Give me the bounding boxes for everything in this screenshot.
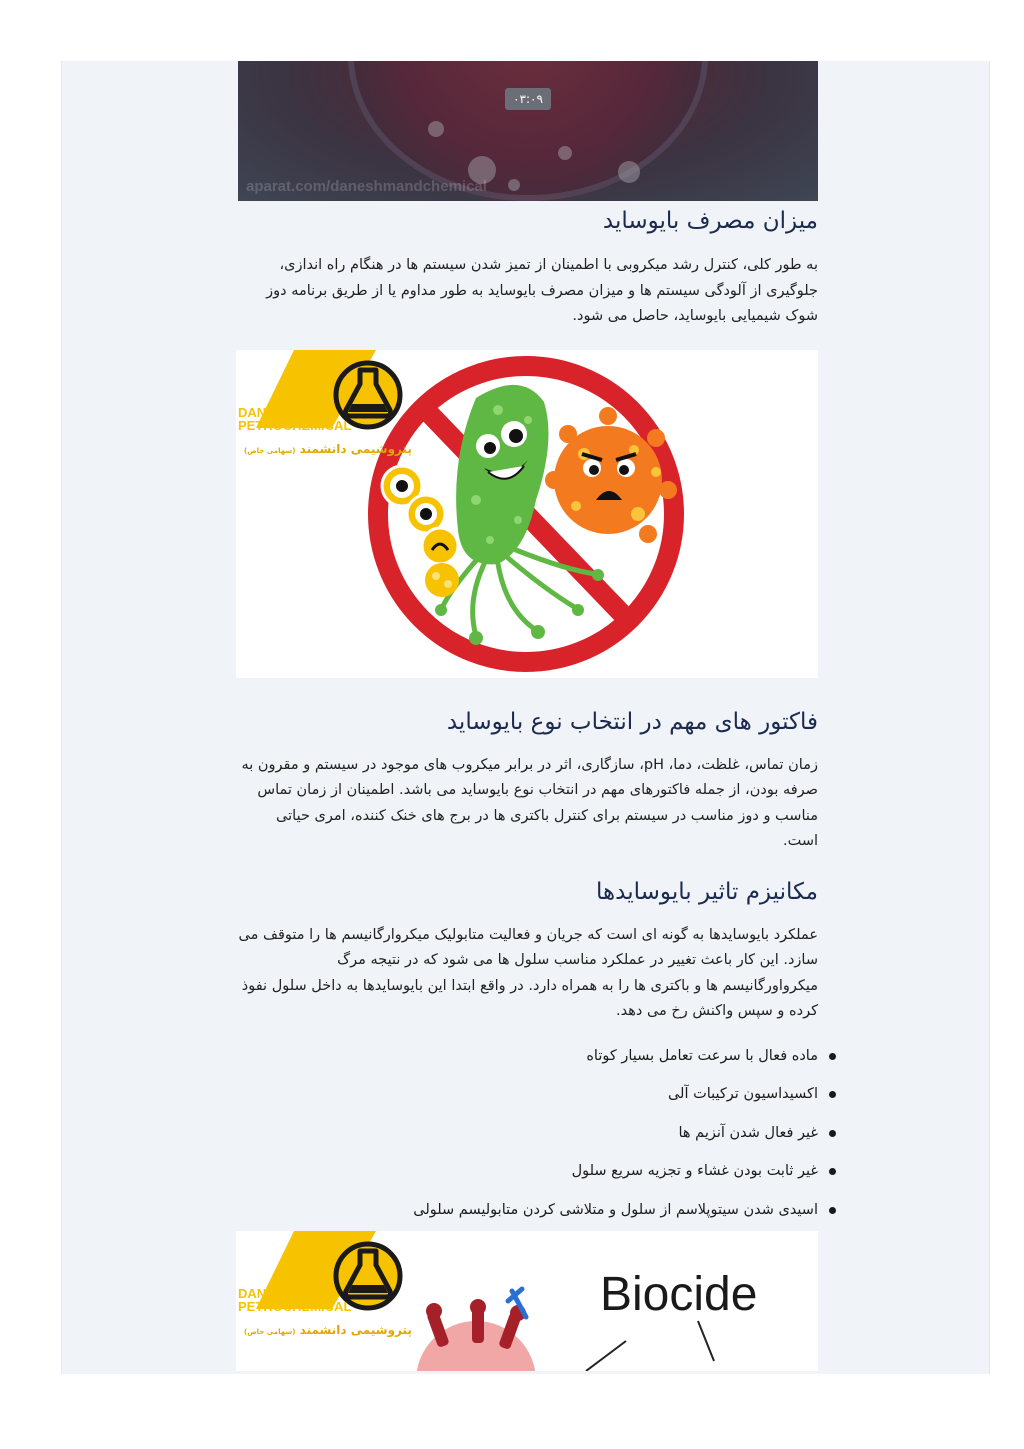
bullet-icon — [829, 1130, 836, 1137]
biocide-diagram-image — [236, 1231, 818, 1371]
bullet-icon — [829, 1207, 836, 1214]
logo-text-fa-small: (سهامی خاص) — [244, 446, 296, 455]
bullet-icon — [829, 1053, 836, 1060]
list-item — [236, 1045, 818, 1084]
logo-text-fa — [244, 442, 412, 456]
biocide-caption: Biocide — [600, 1268, 758, 1321]
page-background — [61, 61, 990, 1374]
colony-spot — [558, 146, 572, 160]
article-content — [236, 61, 818, 1371]
logo-text-en-line2: PETROCHEMICAL — [238, 1299, 352, 1314]
section-paragraph-biocide-consumption: به طور کلی، کنترل رشد میکروبی با اطمینان از تمیز شدن سیستم ها در هنگام راه اندازی، جلوگیری از آلودگی سیستم ها و میزان مصرف بایوساید به طور مداوم یا از طریق برنامه دوز شوک شیمیایی بایوساید، حاصل می شود. — [266, 257, 818, 324]
list-item — [236, 1160, 818, 1199]
section-paragraph-selection-factors: زمان تماس، غلظت، دما، pH، سازگاری، اثر در برابر میکروب های موجود در سیستم و مقرون به صرفه بودن، از جمله فاکتورهای مهم در انتخاب نوع بایوساید می باشد. اطمینان از زمان تماس مناسب و دوز مناسب در سیستم برای کنترل باکتری ها در برج های خنک کننده، امری حیاتی است. — [241, 756, 818, 849]
colony-spot — [618, 161, 640, 183]
list-item-text: غیر ثابت بودن غشاء و تجزیه سریع سلول — [571, 1163, 818, 1179]
list-item — [236, 1083, 818, 1122]
logo-text-fa-main: پتروشیمی دانشمند — [299, 441, 412, 456]
section-paragraph-mechanism: عملکرد بایوسایدها به گونه ای است که جریان و فعالیت متابولیک میکروارگانیسم ها را متوقف می سازد. این کار باعث تغییر در عملکرد مناسب سلول ها می شود که در نتیجه مرگ میکرواورگانیسم ها و باکتری ها را به همراه دارد. در واقع ابتدا این بایوسایدها به داخل سلول نفوذ کرده و سپس واکنش رخ می دهد. — [238, 926, 818, 1019]
colony-spot — [508, 179, 520, 191]
list-item — [236, 1122, 818, 1161]
video-duration-badge: ۰۳:۰۹ — [505, 88, 551, 110]
bullet-icon — [829, 1091, 836, 1098]
mechanism-bullet-list — [236, 1045, 818, 1238]
logo-text-en-line1: DANESHMAND — [238, 404, 332, 420]
bullet-icon — [829, 1168, 836, 1175]
anti-microbe-image — [236, 350, 818, 678]
section-heading-selection-factors: فاکتور های مهم در انتخاب نوع بایوساید — [446, 708, 818, 735]
list-item-text: اسیدی شدن سیتوپلاسم از سلول و متلاشی کردن متابولیسم سلولی — [413, 1201, 818, 1218]
cell-virus-icon — [416, 1289, 536, 1371]
list-item-text: ماده فعال با سرعت تعامل بسیار کوتاه — [586, 1047, 818, 1064]
logo-text-en — [238, 406, 351, 432]
logo-text-fa-main: پتروشیمی دانشمند — [299, 1323, 412, 1337]
logo-text-en-line2: PETROCHEMICAL — [238, 417, 352, 433]
anti-microbe-illustration — [236, 350, 818, 678]
colony-spot — [428, 121, 444, 137]
video-player[interactable] — [238, 61, 818, 201]
logo-text-fa-small: (سهامی خاص) — [244, 1328, 296, 1336]
logo-text-fa — [244, 1323, 412, 1337]
list-item-text: اکسیداسیون ترکیبات آلی — [667, 1086, 818, 1102]
section-heading-mechanism: مکانیزم تاثیر بایوسایدها — [596, 878, 818, 905]
logo-text-en — [238, 1287, 351, 1313]
section-heading-biocide-consumption: میزان مصرف بایوساید — [602, 208, 818, 234]
list-item-text: غیر فعال شدن آنزیم ها — [678, 1124, 818, 1141]
logo-text-en-line1: DANESHMAND — [238, 1286, 332, 1301]
video-watermark: aparat.com/daneshmandchemical — [246, 178, 487, 195]
